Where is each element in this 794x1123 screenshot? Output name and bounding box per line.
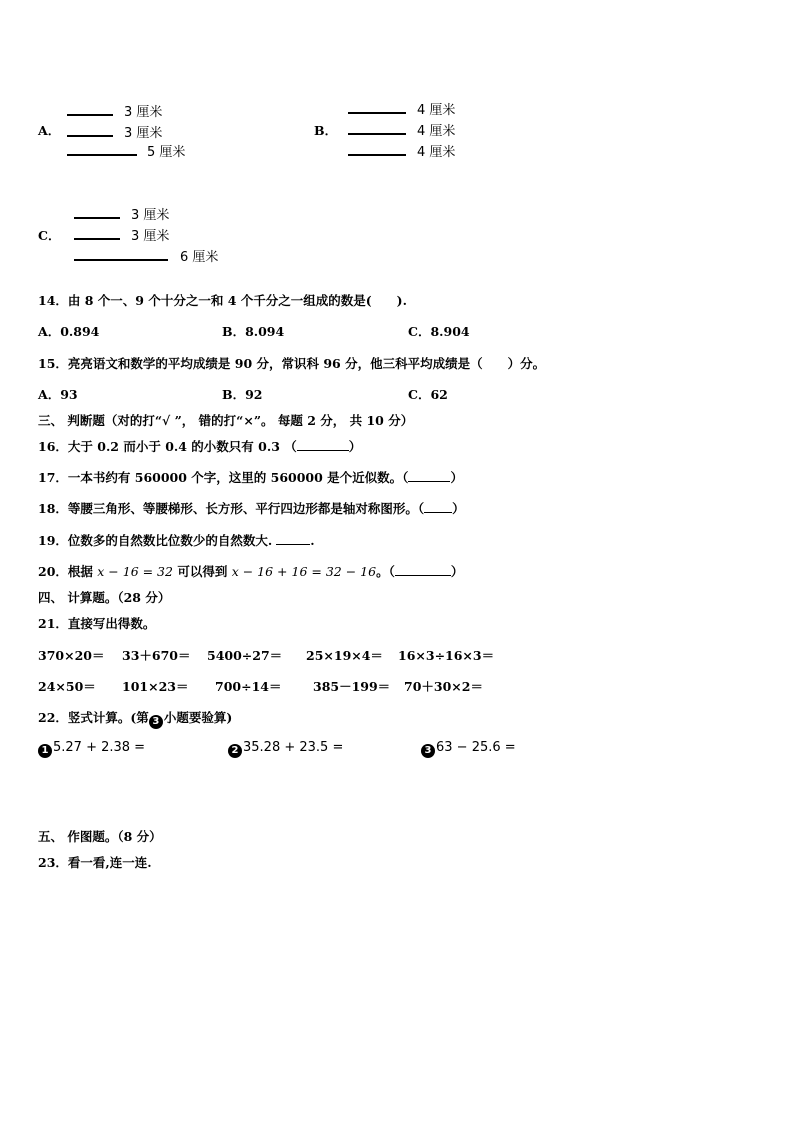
q15-option-c[interactable]: C．62 [408,387,448,402]
q16-answer-blank[interactable] [297,438,349,451]
segment-b2 [348,133,406,135]
q20-suffix: 。（ [376,564,395,579]
q23-stem: 23．看一看,连一连. [38,855,152,870]
q19-text: 19．位数多的自然数比位数少的自然数大. [38,533,273,548]
segment-b3 [348,154,406,156]
q20-equation-2: x − 16 + 16 = 32 − 16 [231,564,377,579]
segment-a3-label: 5 厘米 [147,145,186,160]
q19-answer-blank[interactable] [276,532,310,545]
segment-c1-label: 3 厘米 [131,208,170,223]
q21-row2-item1: 24×50＝ [38,679,96,694]
q14-option-c[interactable]: C．8.904 [408,324,470,339]
section-4-title: 四、 计算题。（28 分） [38,590,171,605]
q15-option-a[interactable]: A．93 [38,387,78,402]
section-5-title: 五、 作图题。（8 分） [38,829,162,844]
q20-prefix: 20．根据 [38,564,93,579]
q22-item-1-expr: 5.27 + 2.38 = [53,740,146,755]
segment-c3-label: 6 厘米 [180,250,219,265]
q16-text: 16．大于 0.2 而小于 0.4 的小数只有 0.3 （ [38,439,297,454]
q21-row1-item1: 370×20＝ [38,648,105,663]
segment-c2-label: 3 厘米 [131,229,170,244]
segment-c2 [74,238,120,240]
q21-row1-item5: 16×3÷16×3＝ [398,648,495,663]
q20-answer-blank[interactable] [395,563,451,576]
q18 [38,499,465,517]
q19-close: . [310,533,315,548]
q19 [38,531,315,549]
circled-number-icon: 1 [38,744,52,758]
circled-number-icon: 3 [149,715,163,729]
segment-b3-label: 4 厘米 [417,145,456,160]
segment-b1-label: 4 厘米 [417,103,456,118]
q21-row1-item4: 25×19×4＝ [306,648,383,663]
q17-close: ） [450,470,463,485]
q15-option-b[interactable]: B．92 [222,387,263,402]
q14-stem: 14．由 8 个一、9 个十分之一和 4 个千分之一组成的数是( ). [38,293,407,308]
q17-text: 17．一本书约有 560000 个字，这里的 560000 是个近似数。（ [38,470,409,485]
q21-row1-item3: 5400÷27＝ [207,648,283,663]
q16 [38,437,361,455]
q20-equation-1: x − 16 = 32 [97,564,173,579]
q22-item-1 [38,739,145,758]
segment-c1 [74,217,120,219]
q22-stem-post: 小题要验算) [163,710,233,725]
q21-row2-item5: 70＋30×2＝ [404,679,483,694]
segment-a2 [67,135,113,137]
segment-c3 [74,259,168,261]
q14-option-a[interactable]: A．0.894 [38,324,100,339]
segment-a2-label: 3 厘米 [124,126,163,141]
segment-a1-label: 3 厘米 [124,105,163,120]
q21-row2-item4: 385－199＝ [313,679,391,694]
q18-answer-blank[interactable] [424,500,452,513]
q21-stem: 21．直接写出得数。 [38,616,156,631]
q22-stem [38,708,232,729]
segment-b1 [348,112,406,114]
q18-close: ） [452,501,465,516]
q14-option-b[interactable]: B．8.094 [222,324,285,339]
q22-stem-pre: 22．竖式计算。(第 [38,710,149,725]
circled-number-icon: 3 [421,744,435,758]
q21-row1-item2: 33＋670＝ [122,648,191,663]
segment-b2-label: 4 厘米 [417,124,456,139]
q20-middle: 可以得到 [177,564,228,579]
q17 [38,468,463,486]
option-c-letter: C． [38,228,61,243]
q18-text: 18．等腰三角形、等腰梯形、长方形、平行四边形都是轴对称图形。（ [38,501,425,516]
q22-item-3 [421,739,516,758]
q16-close: ） [348,439,362,454]
section-3-title: 三、 判断题（对的打“√ ”， 错的打“×”。 每题 2 分， 共 10 分） [38,413,414,428]
q22-item-2-expr: 35.28 + 23.5 = [243,740,344,755]
q20 [38,562,463,580]
q22-item-2 [228,739,343,758]
q21-row2-item3: 700÷14＝ [215,679,282,694]
q21-row2-item2: 101×23＝ [122,679,189,694]
q20-close: ） [450,564,464,579]
segment-a1 [67,114,113,116]
q22-item-3-expr: 63 − 25.6 = [436,740,516,755]
segment-a3 [67,154,137,156]
option-b-letter: B． [314,123,338,138]
q15-stem: 15．亮亮语文和数学的平均成绩是 90 分，常识科 96 分，他三科平均成绩是（ ）分。 [38,356,546,371]
circled-number-icon: 2 [228,744,242,758]
q17-answer-blank[interactable] [408,469,450,482]
option-a-letter: A． [38,123,61,138]
